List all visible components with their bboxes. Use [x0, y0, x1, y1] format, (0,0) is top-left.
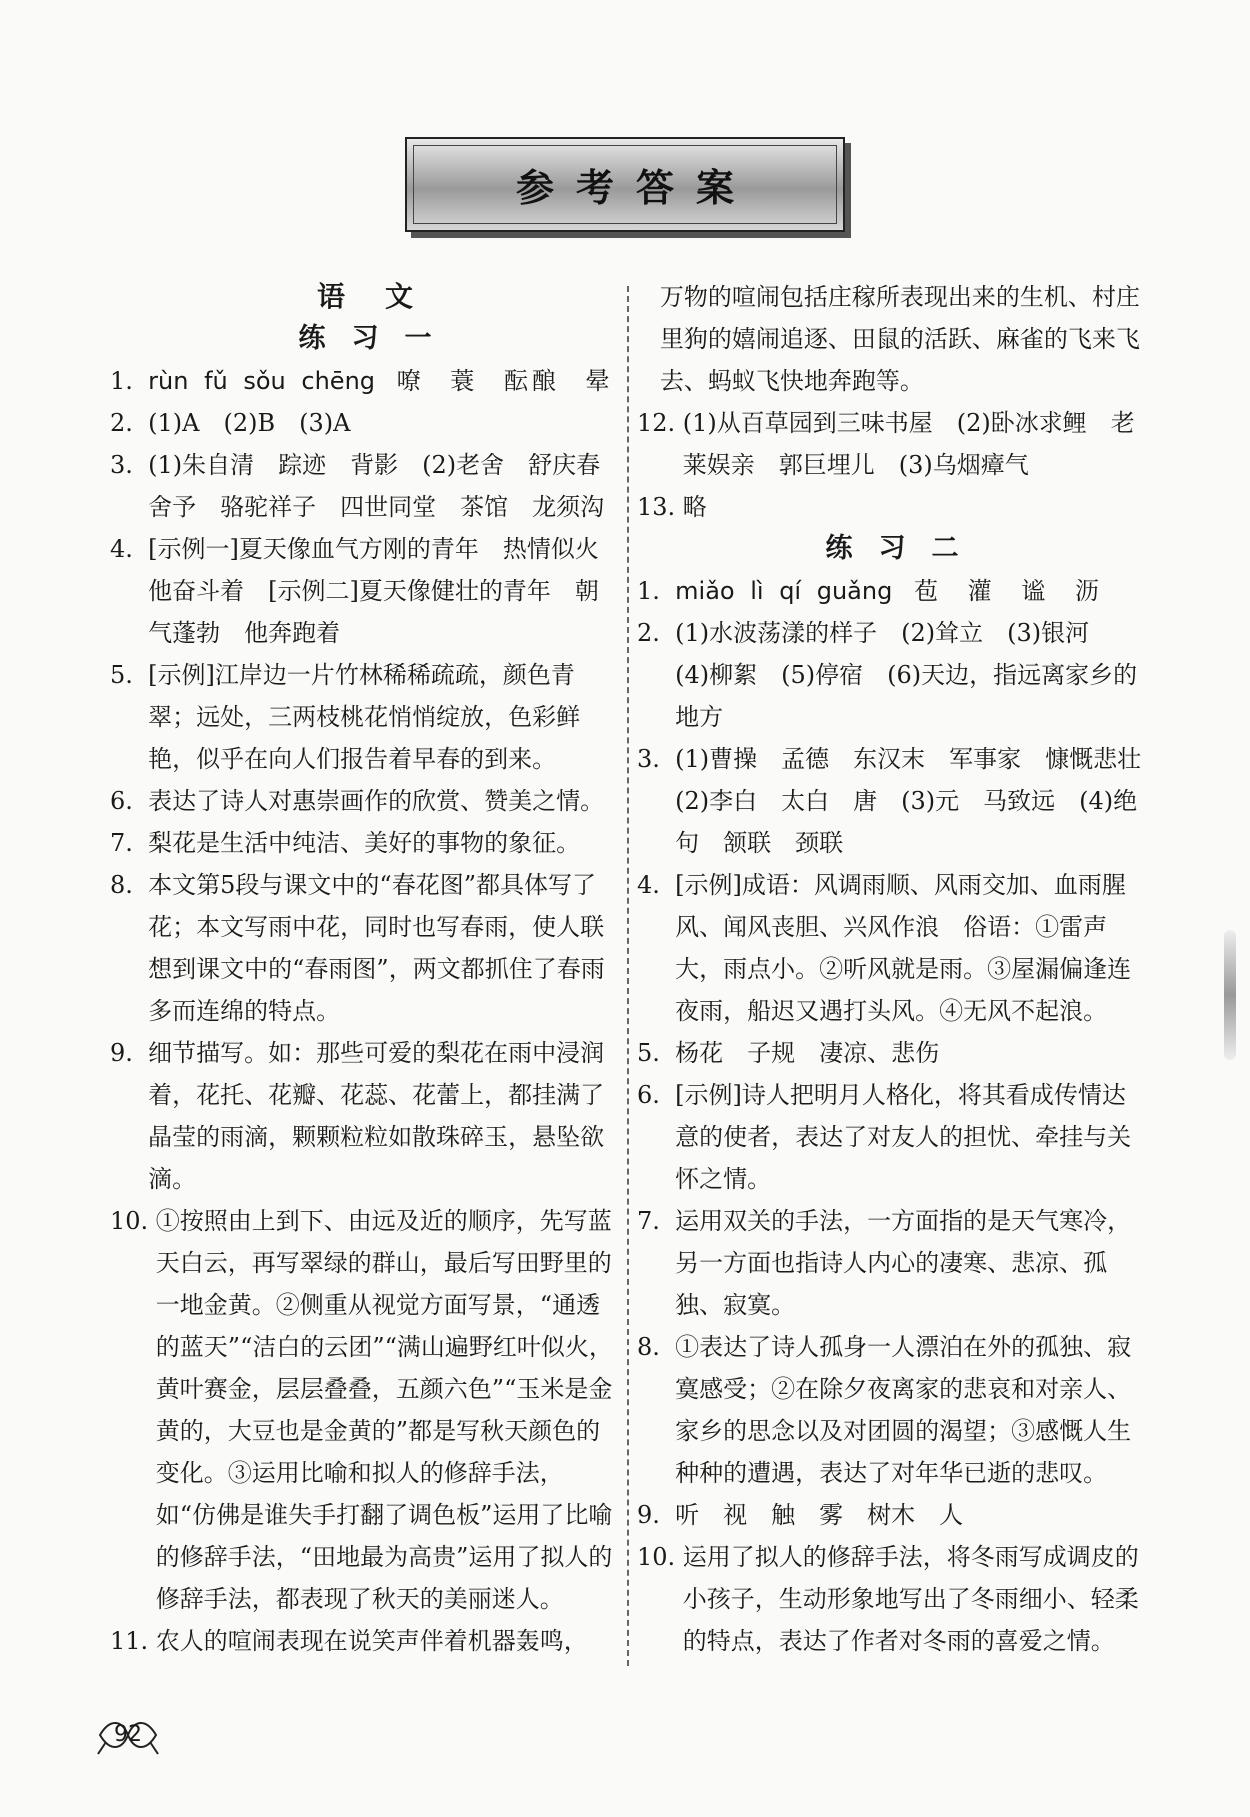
column-divider: [627, 286, 629, 1666]
item-number: 10.: [637, 1543, 683, 1571]
item-number: 3.: [110, 451, 149, 479]
answer-item: [637, 486, 1147, 528]
item-number: 8.: [110, 871, 149, 899]
item-number: 6.: [637, 1081, 676, 1109]
answer-item: [637, 402, 1147, 486]
item-number: 8.: [637, 1333, 676, 1361]
chinese-chars: 嘹 蓑 酝酿 晕: [396, 367, 614, 395]
page-number-badge: [96, 1714, 160, 1756]
answer-item: [637, 1326, 1147, 1494]
item-text: 运用双关的手法，一方面指的是天气寒冷，另一方面也指诗人内心的凄寒、悲凉、孤独、寂寞。: [675, 1207, 1132, 1319]
pinyin-text: miǎo lì qí guǎng: [675, 577, 893, 605]
item-text: 梨花是生活中纯洁、美好的事物的象征。: [148, 829, 581, 857]
page-title: 参考答案: [515, 166, 756, 210]
item-number: 7.: [637, 1207, 676, 1235]
item-text: 农人的喧闹表现在说笑声伴着机器轰鸣，: [155, 1627, 588, 1655]
right-answer-list-b: [637, 612, 1166, 1662]
title-banner-inner: [413, 145, 837, 224]
title-banner: [405, 137, 845, 232]
answer-item: [110, 780, 620, 822]
answer-item: [637, 612, 1147, 738]
item-text: [148, 360, 620, 402]
item-text: (1)从百草园到三味书屋 (2)卧冰求鲤 老莱娱亲 郭巨埋儿 (3)乌烟瘴气: [682, 409, 1135, 479]
page-edge-mark: [1224, 930, 1236, 1060]
item-text: (1)朱自清 踪迹 背影 (2)老舍 舒庆春 舍予 骆驼祥子 四世同堂 茶馆 龙须沟: [148, 451, 625, 521]
right-answer-list-a: [637, 402, 1147, 528]
item-text: (1)曹操 孟德 东汉末 军事家 慷慨悲壮 (2)李白 太白 唐 (3)元 马致远 (4)绝句 颔联 颈联: [675, 745, 1166, 857]
item-text: [示例]江岸边一片竹林稀稀疏疏，颜色青翠；远处，三两枝桃花悄悄绽放，色彩鲜艳，似乎在向人们报告着早春的到来。: [148, 661, 581, 773]
item-text: ①按照由上到下、由远及近的顺序，先写蓝天白云，再写翠绿的群山，最后写田野里的一地金黄。②侧重从视觉方面写景，“通透的蓝天”“洁白的云团”“满山遍野红叶似火，黄叶赛金，层层叠叠，五颜六色”“玉米是金黄的，大豆也是金黄的”都是写秋天颜色的变化。③运用比喻和拟人的修辞手法，如“仿佛是谁失手打翻了调色板”运用了比喻的修辞手法，“田地最为高贵”运用了拟人的修辞手法，都表现了秋天的美丽迷人。: [155, 1207, 613, 1613]
item-number: 2.: [110, 409, 149, 437]
item-number: 6.: [110, 787, 149, 815]
item-text: ①表达了诗人孤身一人漂泊在外的孤独、寂寞感受；②在除夕夜离家的悲哀和对亲人、家乡的思念以及对团圆的渴望；③感慨人生种种的遭遇，表达了对年华已逝的悲叹。: [675, 1333, 1132, 1487]
left-column: [110, 276, 625, 1662]
item-text: (1)A (2)B (3)A: [148, 409, 351, 437]
answer-item: [637, 864, 1147, 1032]
section-title-exercise-1: 练习一: [298, 323, 458, 354]
answer-item: [110, 654, 620, 780]
answer-item: [637, 1536, 1147, 1662]
answer-item: [110, 1032, 620, 1200]
item-number: 12.: [637, 409, 683, 437]
item-number: 10.: [110, 1207, 156, 1235]
item-number: 9.: [110, 1039, 149, 1067]
page-number: 92: [114, 1722, 142, 1747]
chinese-chars: 苞 灌 谧 沥: [913, 577, 1103, 605]
answer-continuation: [637, 276, 1147, 402]
item-number: 13.: [637, 493, 683, 521]
item-text: 本文第5段与课文中的“春花图”都具体写了花；本文写雨中花，同时也写春雨，使人联想到课文中的“春雨图”，两文都抓住了春雨多而连绵的特点。: [148, 871, 605, 1025]
item-number: 1.: [637, 577, 676, 605]
answer-item: [110, 360, 620, 402]
answer-item: [110, 864, 620, 1032]
item-number: 3.: [637, 745, 676, 773]
item-number: 1.: [110, 367, 149, 395]
right-column: [637, 276, 1166, 1662]
item-number: 5.: [110, 661, 149, 689]
answer-item: [637, 570, 1147, 612]
item-text: 略: [682, 493, 707, 521]
item-number: 9.: [637, 1501, 676, 1529]
item-number: 11.: [110, 1627, 156, 1655]
answer-item: [110, 1620, 620, 1662]
item-text: [示例]诗人把明月人格化，将其看成传情达意的使者，表达了对友人的担忧、牵挂与关怀之情。: [675, 1081, 1132, 1193]
answer-item: [110, 402, 620, 444]
item-number: 4.: [110, 535, 149, 563]
section-title-exercise-2: 练习二: [825, 533, 985, 564]
answer-item: [110, 444, 625, 528]
item-number: 7.: [110, 829, 149, 857]
item-number: 4.: [637, 871, 676, 899]
answer-item: [637, 1074, 1147, 1200]
answer-item: [637, 1032, 1147, 1074]
item-text: 杨花 子规 凄凉、悲伤: [675, 1039, 940, 1067]
item-text: [示例一]夏天像血气方刚的青年 热情似火 他奋斗着 [示例二]夏天像健壮的青年 朝气蓬勃 他奔跑着: [148, 535, 623, 647]
answer-item: [637, 1200, 1147, 1326]
item-text: 听 视 触 雾 树木 人: [675, 1501, 964, 1529]
item-text: 运用了拟人的修辞手法，将冬雨写成调皮的小孩子，生动形象地写出了冬雨细小、轻柔的特点，表达了作者对冬雨的喜爱之情。: [682, 1543, 1139, 1655]
item-text: [675, 570, 1147, 612]
answer-item: [637, 1494, 1147, 1536]
pinyin-text: rùn fǔ sǒu chēng: [148, 367, 376, 395]
left-answer-list: [110, 402, 625, 1662]
item-text: [示例]成语：风调雨顺、风雨交加、血雨腥风、闻风丧胆、兴风作浪 俗语：①雷声大，雨点小。②听风就是雨。③屋漏偏逢连夜雨，船迟又遇打头风。④无风不起浪。: [675, 871, 1132, 1025]
answer-item: [637, 738, 1166, 864]
item-text: 万物的喧闹包括庄稼所表现出来的生机、村庄里狗的嬉闹追逐、田鼠的活跃、麻雀的飞来飞去、蚂蚁飞快地奔跑等。: [659, 283, 1140, 395]
answer-item: [110, 528, 623, 654]
item-number: 5.: [637, 1039, 676, 1067]
answer-item: [110, 1200, 620, 1620]
item-text: 表达了诗人对惠崇画作的欣赏、赞美之情。: [148, 787, 605, 815]
item-text: 细节描写。如：那些可爱的梨花在雨中浸润着，花托、花瓣、花蕊、花蕾上，都挂满了晶莹的雨滴，颗颗粒粒如散珠碎玉，悬坠欲滴。: [148, 1039, 605, 1193]
item-number: 2.: [637, 619, 676, 647]
item-text: (1)水波荡漾的样子 (2)耸立 (3)银河 (4)柳絮 (5)停宿 (6)天边，指远离家乡的地方: [675, 619, 1138, 731]
subject-heading: 语文: [316, 280, 453, 313]
answer-item: [110, 822, 620, 864]
